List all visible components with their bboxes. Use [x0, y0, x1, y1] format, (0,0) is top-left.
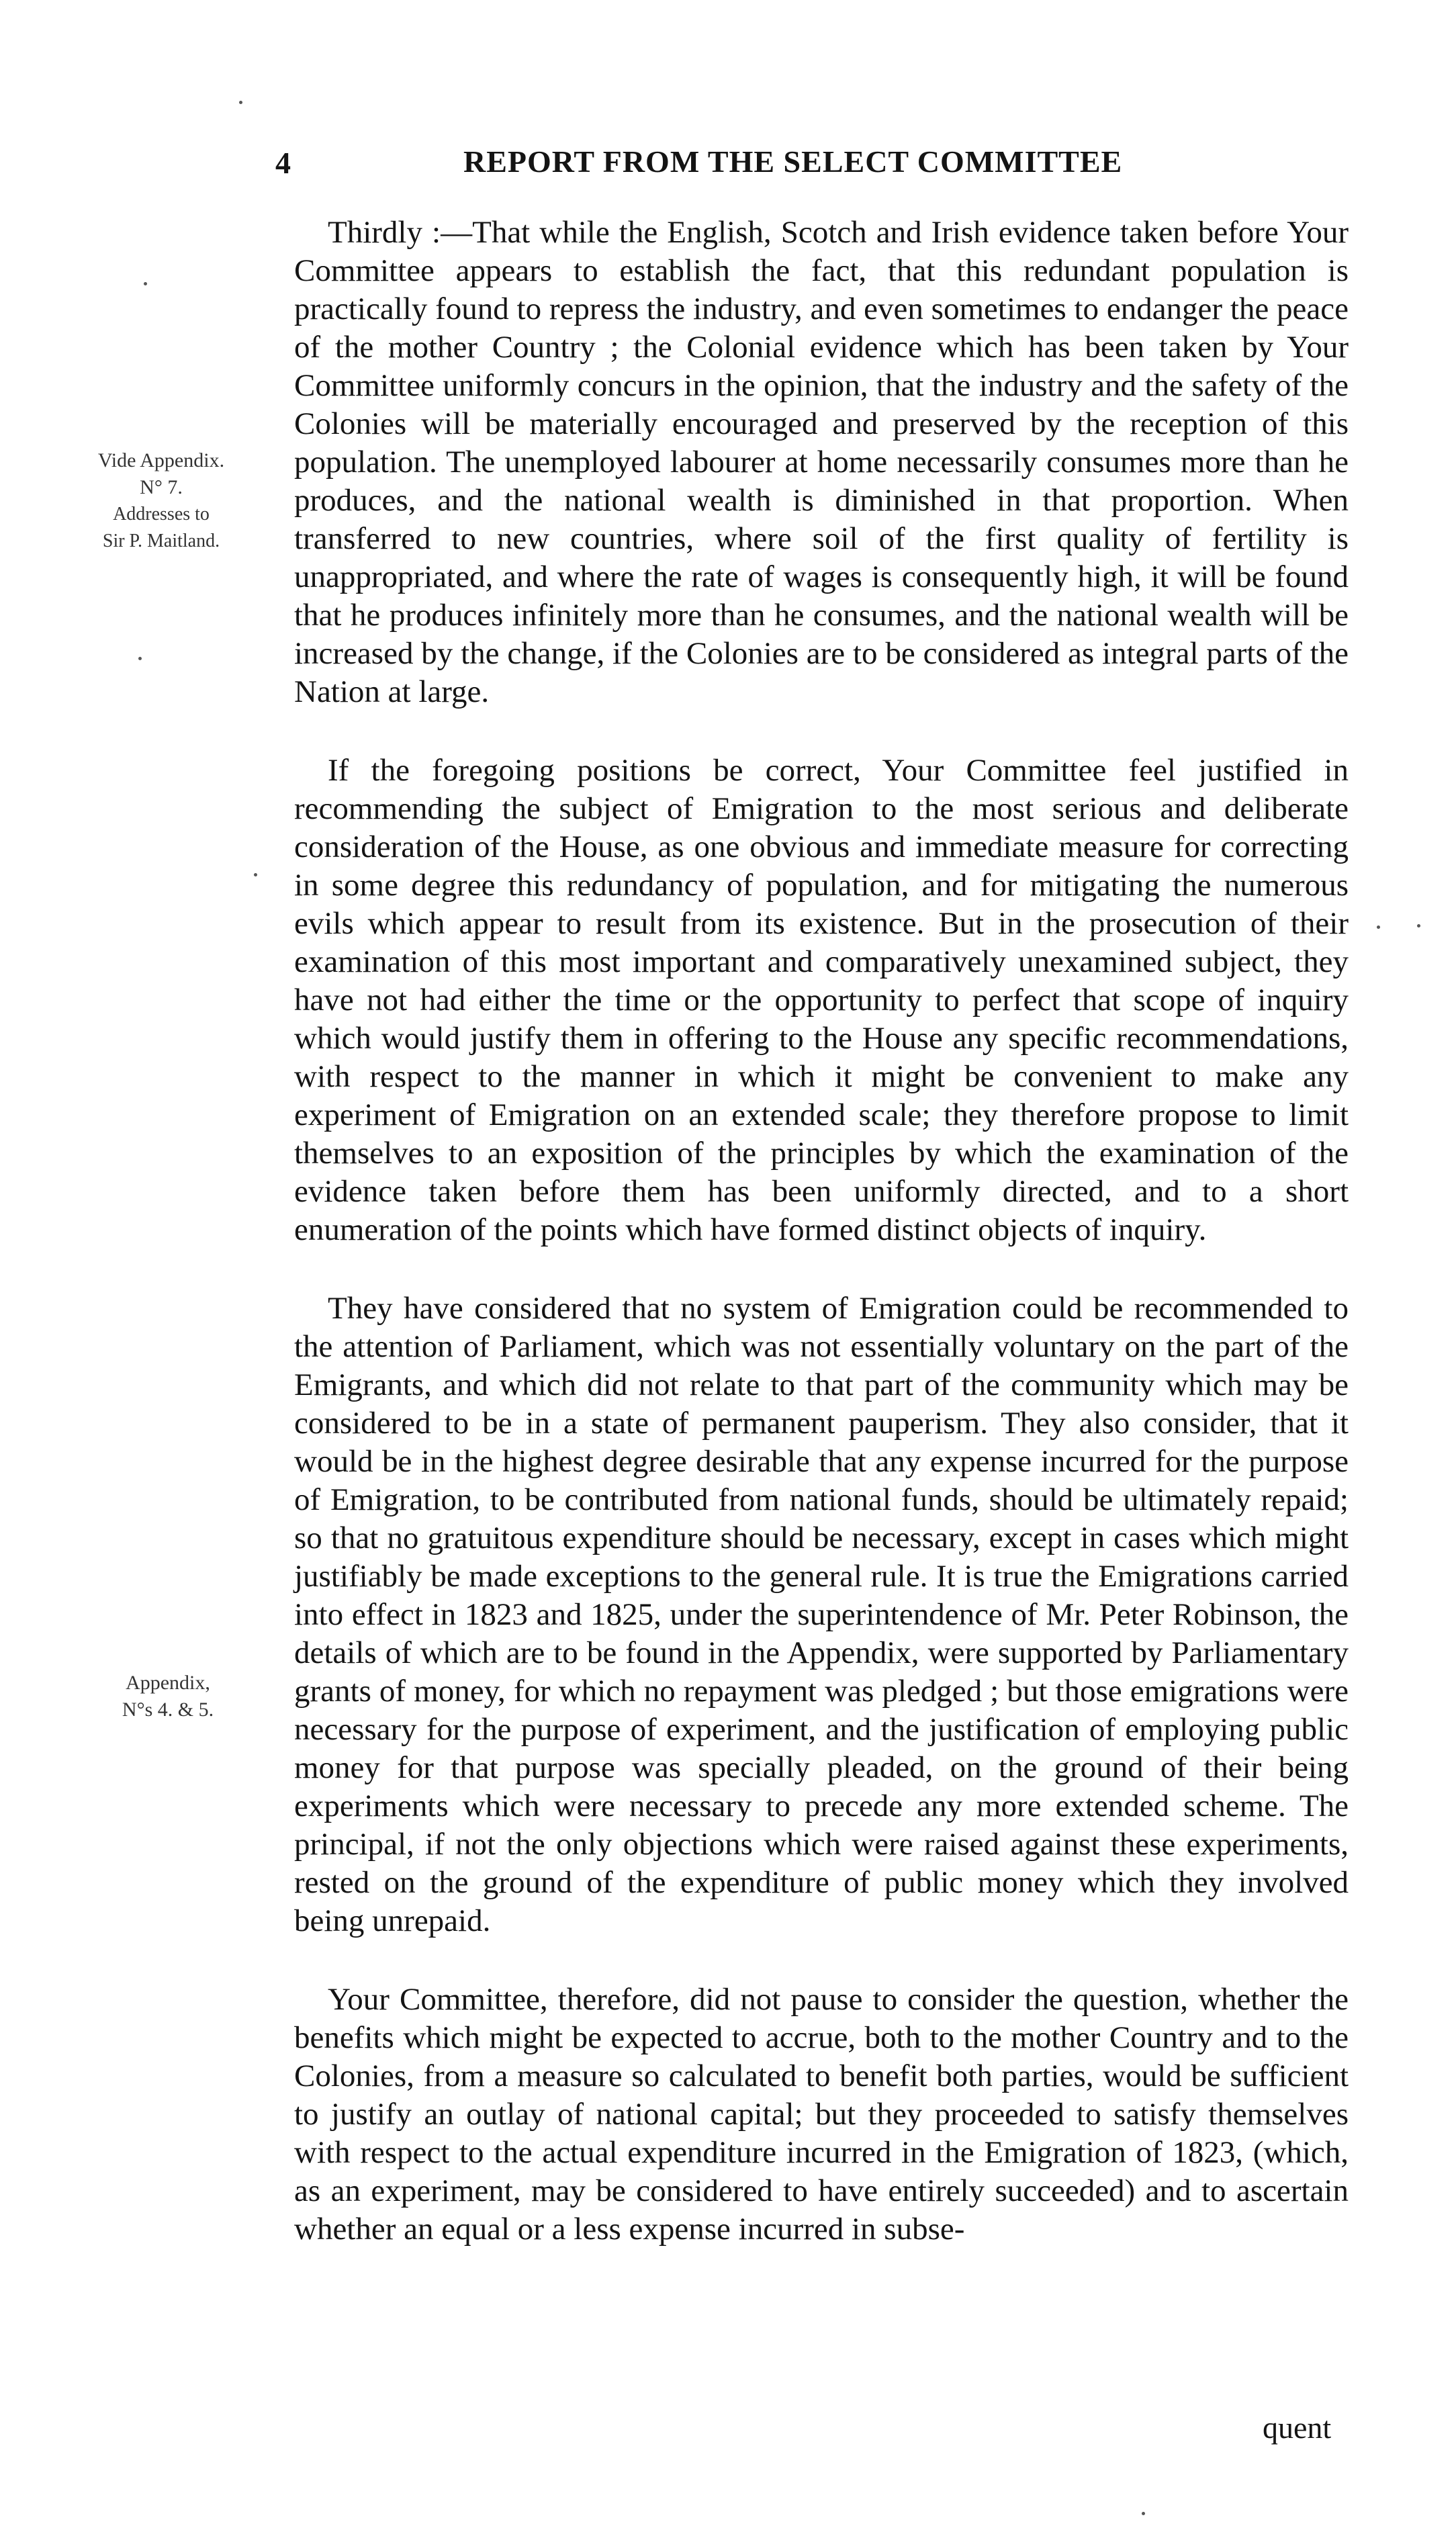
margin-note-line: Sir P. Maitland.: [102, 531, 220, 551]
margin-note-line: Vide Appendix.: [97, 449, 225, 471]
catchword: quent: [1263, 2410, 1332, 2445]
scan-speck: [138, 657, 142, 660]
margin-note-line: Addresses to: [113, 504, 210, 525]
paragraph-foregoing-positions: If the foregoing positions be correct, Your Committee feel justified in recommending the subject of Emigration to the most serious and deliberate consideration of the House, as one obvious and immediate measure for correcting in some degree this redundancy of population, and for mitigating the numerous evils which appear to result from its existence. But in the prosecution of their examination of this most important and comparatively unexamined subject, they have not had either the time or the opportunity to perfect that scope of inquiry which would justify them in offering to the House any specific recommendations, with respect to the manner in which it might be convenient to make any experiment of Emigration on an extended scale; they therefore propose to limit themselves to an exposition of the principles by which the examination of the evidence taken before them has been uniformly directed, and to a short enumeration of the points which have formed distinct objects of inquiry.: [294, 753, 1349, 1247]
scan-speck: [1417, 924, 1420, 928]
margin-note-appendix-4-5: [81, 1670, 255, 1723]
scan-speck: [1377, 925, 1380, 929]
margin-note-line: Appendix,: [126, 1672, 210, 1694]
margin-note-appendix-7: [60, 447, 262, 555]
running-head: REPORT FROM THE SELECT COMMITTEE: [463, 144, 1123, 179]
margin-note-line: N° 7.: [140, 476, 183, 498]
report-body: [294, 214, 1349, 2289]
scan-speck: [239, 101, 242, 104]
scan-speck: [144, 282, 147, 285]
paragraph-thirdly: Thirdly :—That while the English, Scotch and Irish evidence taken before Your Committee appears to establish the fact, that this redundant population is practically found to repress the industry, and even sometimes to endanger the peace of the mother Country ; the Colonial evidence which has been taken by Your Committee uniformly concurs in the opinion, that the industry and the safety of the Colonies will be materially encouraged and preserved by the reception of this population. The unemployed labourer at home necessarily consumes more than he produces, and the national wealth is diminished in that proportion. When transferred to new countries, where soil of the first quality of fertility is unappropriated, and where the rate of wages is consequently high, it will be found that he produces infinitely more than he consumes, and the national wealth will be increased by the change, if the Colonies are to be considered as integral parts of the Nation at large.: [294, 215, 1349, 709]
paragraph-voluntary-emigration: They have considered that no system of Emigration could be recommended to the attention of Parliament, which was not essentially voluntary on the part of the Emigrants, and which did not relate to that part of the community which may be considered to be in a state of permanent pauperism. They also consider, that it would be in the highest degree desirable that any expense incurred for the purpose of Emigration, to be contributed from national funds, should be ultimately repaid; so that no gratuitous expenditure should be necessary, except in cases which might justifiably be made exceptions to the general rule. It is true the Emigrations carried into effect in 1823 and 1825, under the superintendence of Mr. Peter Robinson, the details of which are to be found in the Appendix, were supported by Parliamentary grants of money, for which no repayment was pledged ; but those emigrations were necessary for the purpose of experiment, and the justification of employing public money for that purpose was specially pleaded, on the ground of their being experiments which were necessary to precede any more extended scheme. The principal, if not the only objections which were raised against these experiments, rested on the ground of the expenditure of public money which they involved being unrepaid.: [294, 1291, 1349, 1938]
paragraph-expenditure: Your Committee, therefore, did not pause to consider the question, whether the benefits which might be expected to accrue, both to the mother Country and to the Colonies, from a measure so calculated to benefit both parties, would be sufficient to justify an outlay of national capital; but they proceeded to satisfy themselves with respect to the actual expenditure incurred in the Emigration of 1823, (which, as an experiment, may be considered to have entirely succeeded) and to ascertain whether an equal or a less expense incurred in subse-: [294, 1982, 1349, 2247]
scan-speck: [254, 873, 257, 876]
page-number: 4: [275, 146, 291, 180]
scan-speck: [1142, 2512, 1145, 2515]
margin-note-line: N°s 4. & 5.: [122, 1699, 214, 1721]
